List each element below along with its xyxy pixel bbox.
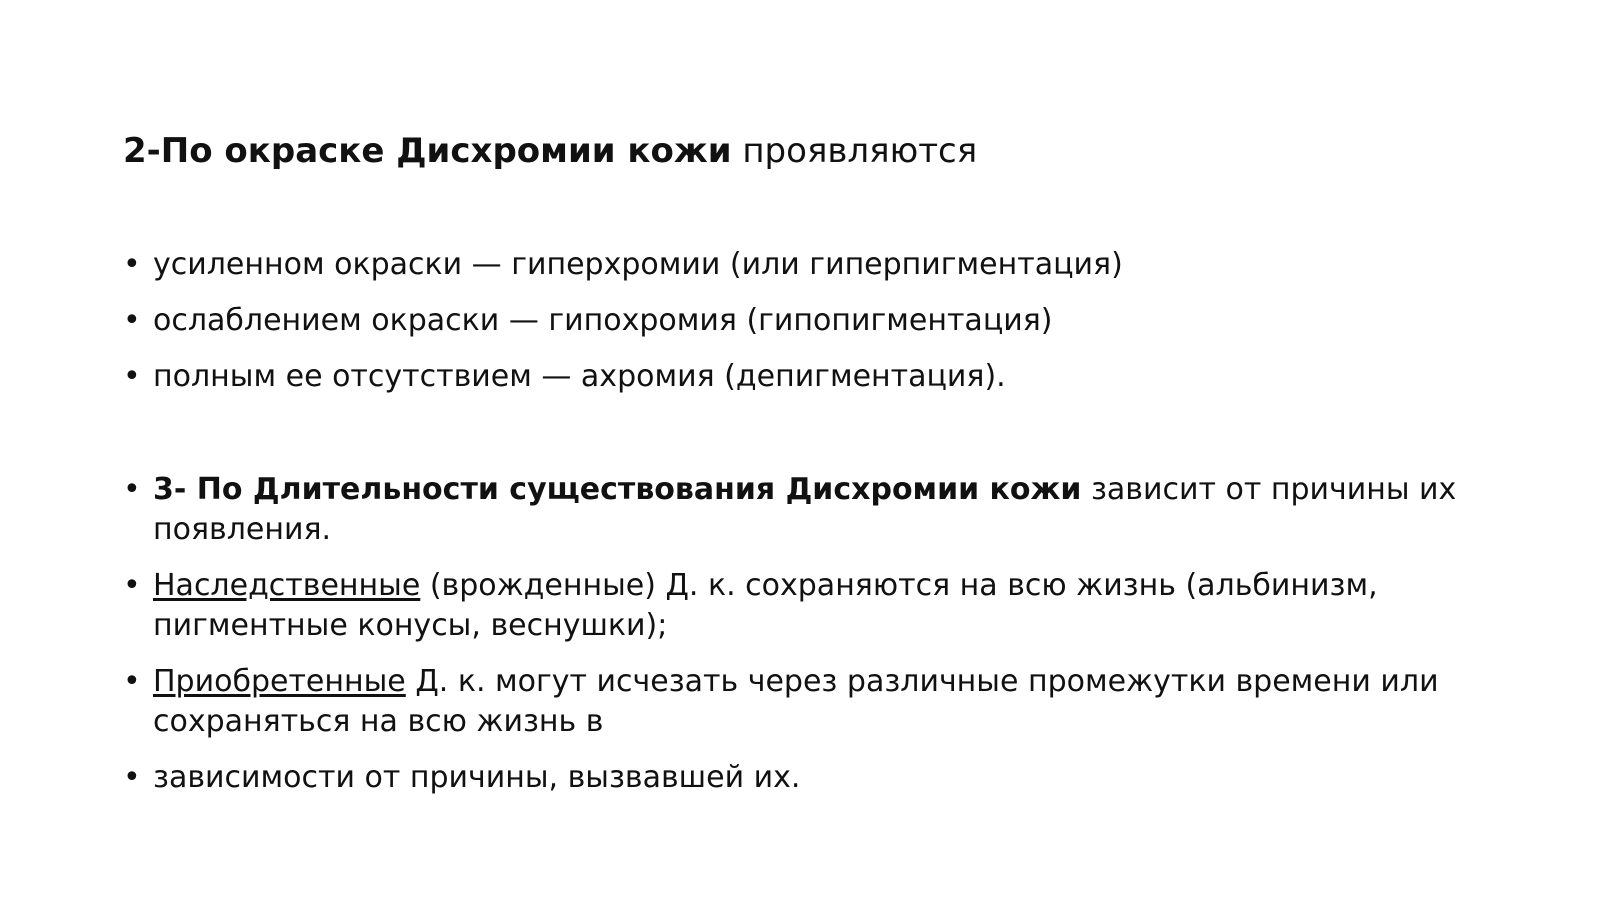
slide-heading [123,128,977,174]
bullet-icon: • [123,568,141,603]
heading-rest: проявляются [742,131,978,171]
list-item [123,758,1503,798]
list-item [123,357,1503,397]
bullet-icon: • [123,303,141,338]
list-item [123,566,1503,646]
list-item [123,245,1503,285]
list-item-text: ослаблением окраски — гипохромия (гипопигментация) [153,303,1053,338]
list-item-text [153,470,1503,550]
list-item-rest: зависит от причины их появления. [153,472,1457,547]
list-item-underlined: Приобретенные [153,664,406,699]
list-item-rest: (врожденные) Д. к. сохраняются на всю жизнь (альбинизм, пигментные конусы, веснушки); [153,568,1378,643]
bullet-icon: • [123,359,141,394]
list-item-bold: 3- По Длительности существования Дисхромии кожи [153,472,1082,507]
list-item-text [153,662,1503,742]
list-item-text [153,566,1503,646]
list-item-text: полным ее отсутствием — ахромия (депигментация). [153,359,1006,394]
list-item [123,662,1503,742]
list-item-rest: Д. к. могут исчезать через различные промежутки времени или сохраняться на всю жизнь в [153,664,1439,739]
list-item-underlined: Наследственные [153,568,421,603]
list-item-text: зависимости от причины, вызвавшей их. [153,760,801,795]
bullet-icon: • [123,760,141,795]
bullet-icon: • [123,472,141,507]
bullet-icon: • [123,664,141,699]
list-item [123,470,1503,550]
list-item [123,301,1503,341]
list-item-text: усиленном окраски — гиперхромии (или гиперпигментация) [153,247,1123,282]
bullet-icon: • [123,247,141,282]
heading-bold: 2-По окраске Дисхромии кожи [123,131,732,171]
